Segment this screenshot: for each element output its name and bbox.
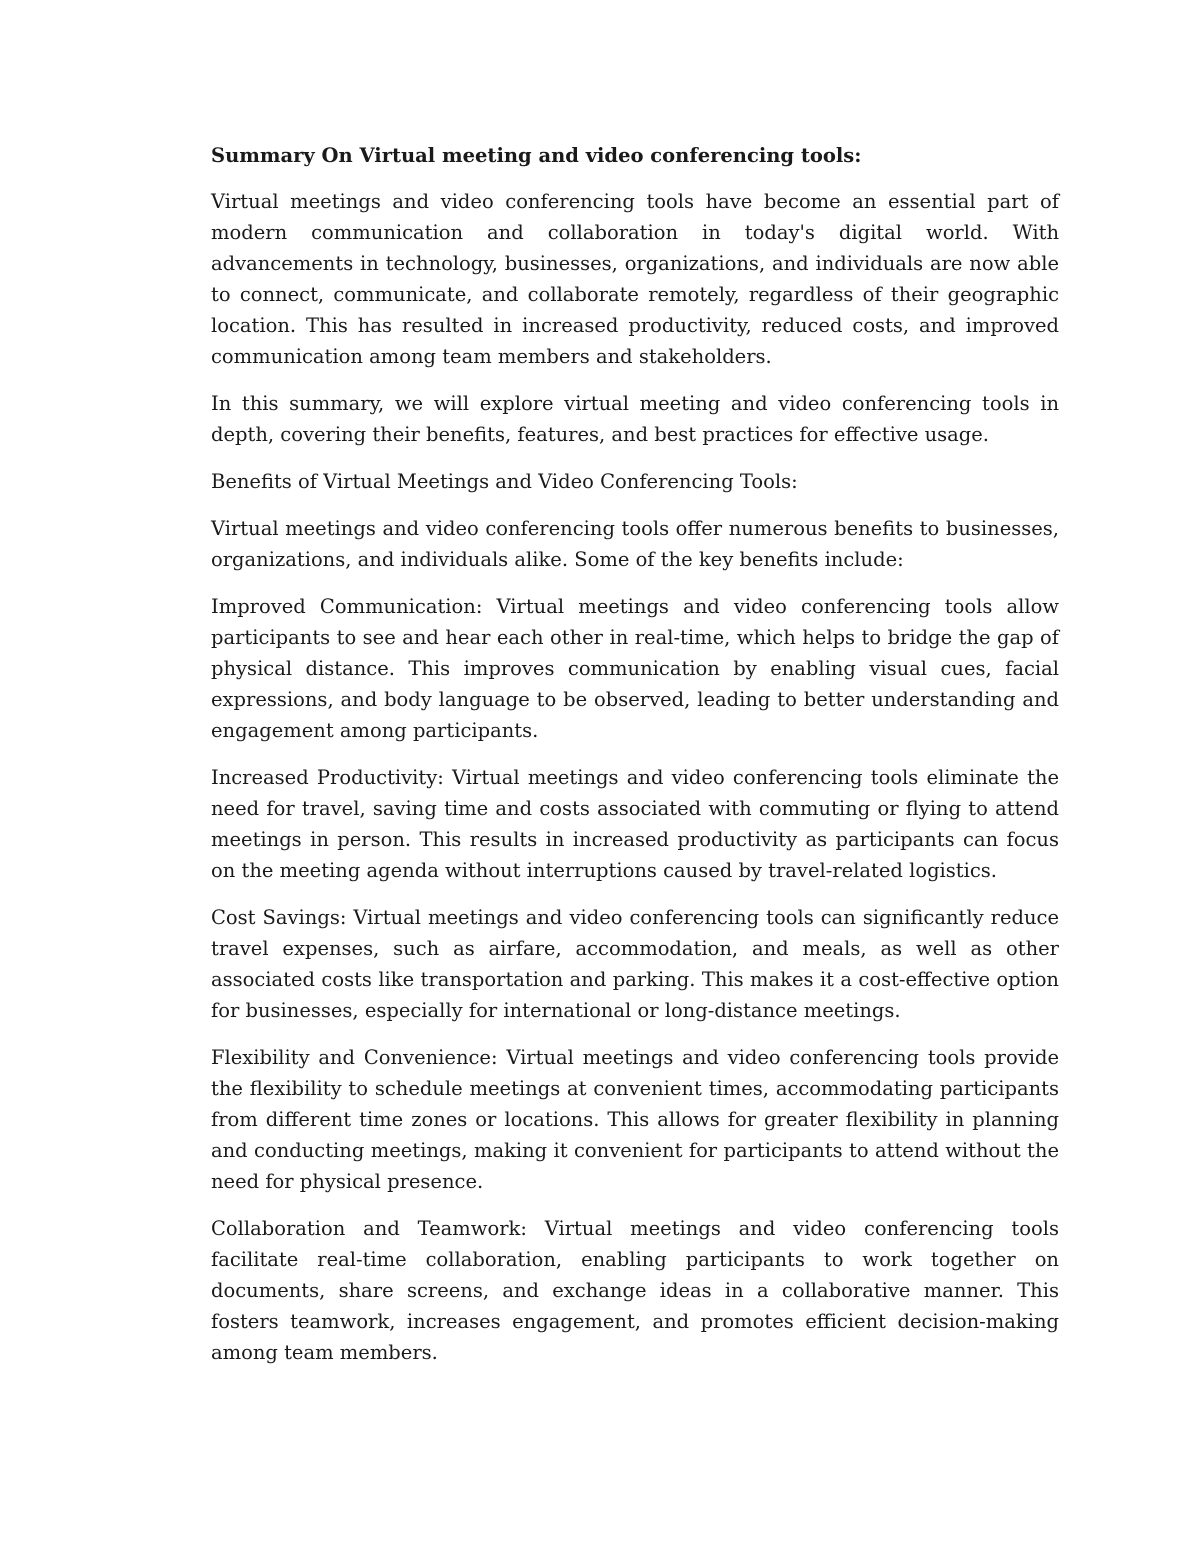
paragraph-summary-scope: In this summary, we will explore virtual meeting and video conferencing tools in depth, covering their benefits, features, and best practices for effective usage.: [211, 392, 1059, 446]
paragraph-increased-productivity: Increased Productivity: Virtual meetings and video conferencing tools eliminate the need for travel, saving time and costs associated with commuting or flying to attend meetings in person. This results in increased productivity as participants can focus on the meeting agenda without interruptions caused by travel-related logistics.: [211, 766, 1059, 882]
document-title: Summary On Virtual meeting and video conferencing tools:: [211, 144, 862, 167]
paragraph-flexibility-convenience: Flexibility and Convenience: Virtual meetings and video conferencing tools provide the flexibility to schedule meetings at convenient times, accommodating participants from different time zones or locations. This allows for greater flexibility in planning and conducting meetings, making it convenient for participants to attend without the need for physical presence.: [211, 1046, 1059, 1193]
paragraph-intro: Virtual meetings and video conferencing tools have become an essential part of modern communication and collaboration in today's digital world. With advancements in technology, businesses, organizations, and individuals are now able to connect, communicate, and collaborate remotely, regardless of their geographic location. This has resulted in increased productivity, reduced costs, and improved communication among team members and stakeholders.: [211, 190, 1059, 368]
paragraph-collaboration-teamwork: Collaboration and Teamwork: Virtual meetings and video conferencing tools facilitate real-time collaboration, enabling participants to work together on documents, share screens, and exchange ideas in a collaborative manner. This fosters teamwork, increases engagement, and promotes efficient decision-making among team members.: [211, 1217, 1059, 1364]
document-body: [211, 140, 1059, 1384]
paragraph-benefits-intro: Virtual meetings and video conferencing tools offer numerous benefits to businesses, organizations, and individuals alike. Some of the key benefits include:: [211, 517, 1059, 571]
paragraph-improved-communication: Improved Communication: Virtual meetings and video conferencing tools allow participants to see and hear each other in real-time, which helps to bridge the gap of physical distance. This improves communication by enabling visual cues, facial expressions, and body language to be observed, leading to better understanding and engagement among participants.: [211, 595, 1059, 742]
paragraph-cost-savings: Cost Savings: Virtual meetings and video conferencing tools can significantly reduce travel expenses, such as airfare, accommodation, and meals, as well as other associated costs like transportation and parking. This makes it a cost-effective option for businesses, especially for international or long-distance meetings.: [211, 906, 1059, 1022]
section-heading-benefits: Benefits of Virtual Meetings and Video Conferencing Tools:: [211, 470, 798, 493]
